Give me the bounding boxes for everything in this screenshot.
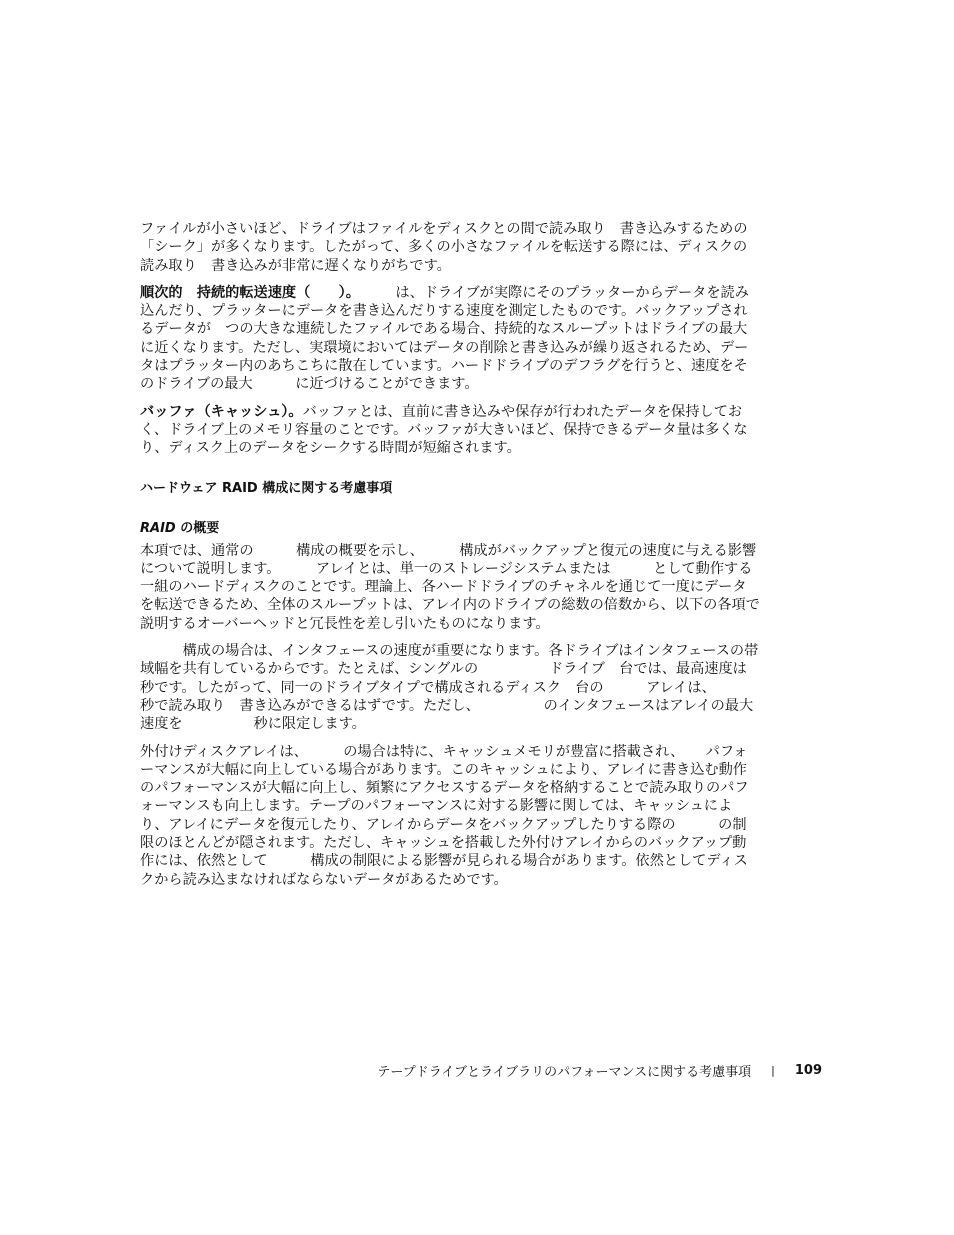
section-heading: ハードウェア RAID 構成に関する考慮事項 (140, 480, 393, 496)
page-footer (0, 1061, 822, 1080)
page-body (140, 220, 804, 898)
footer-separator: | (771, 1064, 775, 1077)
subsection-heading-raid: RAID (140, 520, 176, 536)
page-number: 109 (794, 1063, 822, 1078)
paragraph-file-size: ファイルが小さいほど、ドライブはファイルをディスクとの間で読み取り 書き込みするための「シーク」が多くなります。したがって、多くの小さなファイルを転送する際には、ディスクの読み取り 書き込みが非常に遅くなりがちです。 (140, 221, 748, 274)
paragraph-external-array: 外付けディスクアレイは、 の場合は特に、キャッシュメモリが豊富に搭載され、 パフォーマンスが大幅に向上している場合があります。このキャッシュにより、アレイに書き込む動作のパフォーマンスが大幅に向上し、頻繁にアクセスするデータを格納することで読み取りのパフォーマンスも向上します。テープのパフォーマンスに対する影響に関しては、キャッシュにより、アレイにデータを復元したり、アレイからデータをバックアップしたりする際の の制限のほとんどが隠されます。ただし、キャッシュを搭載した外付けアレイからのバックアップ動作には、依然として 構成の制限による影響が見られる場合があります。依然としてディスクから読み込まなければならないデータがあるためです。 (140, 743, 749, 888)
paragraph-buffer-cache-body: バッファとは、直前に書き込みや保存が行われたデータを保持しておく、ドライブ上のメモリ容量のことです。バッファが大きいほど、保持できるデータ量は多くなり、ディスク上のデータをシークする時間が短縮されます。 (140, 403, 748, 457)
term-sustained-transfer: 順次的 持続的転送速度（ ）。 (140, 284, 353, 301)
paragraph-raid-interface: 構成の場合は、インタフェースの速度が重要になります。各ドライブはインタフェースの帯域幅を共有しているからです。たとえば、シングルの ドライブ 台では、最高速度は 秒です。したがって、同一のドライブタイプで構成されるディスク 台の アレイは、 秒で読み取り 書き込みができるはずです。ただし、 のインタフェースはアレイの最大速度を 秒に限定します。 (140, 643, 804, 733)
subsection-heading (140, 520, 760, 538)
footer-chapter-title: テープドライブとライブラリのパフォーマンスに関する考慮事項 (377, 1065, 752, 1080)
paragraph-sustained-transfer-body: は、ドライブが実際にそのプラッターからデータを読み込んだり、プラッターにデータを書き込んだりする速度を測定したものです。バックアップされるデータが つの大きな連続したファイルである場合、持続的なスループットはドライブの最大 に近くなります。ただし、実環境においてはデータの削除と書き込みが繰り返されるため、データはプラッター内のあちこちに散在しています。ハードドライブのデフラグを行うと、速度をそのドライブの最大 に近づけることができます。 (140, 284, 790, 393)
subsection-heading-rest: の概要 (175, 520, 220, 536)
paragraph-buffer-cache (140, 403, 760, 458)
term-buffer-cache: バッファ（キャッシュ）。 (140, 403, 303, 420)
paragraph-sustained-transfer (140, 284, 790, 394)
paragraph-raid-overview: 本項では、通常の 構成の概要を示し、 構成がバックアップと復元の速度に与える影響について説明します。 アレイとは、単一のストレージシステムまたは として動作する一組のハードディスクのことです。理論上、各ハードドライブのチャネルを通じて一度にデータを転送できるため、全体のスループットは、アレイ内のドライブの総数の倍数から、以下の各項で説明するオーバーヘッドと冗長性を差し引いたものになります。 (140, 542, 760, 632)
